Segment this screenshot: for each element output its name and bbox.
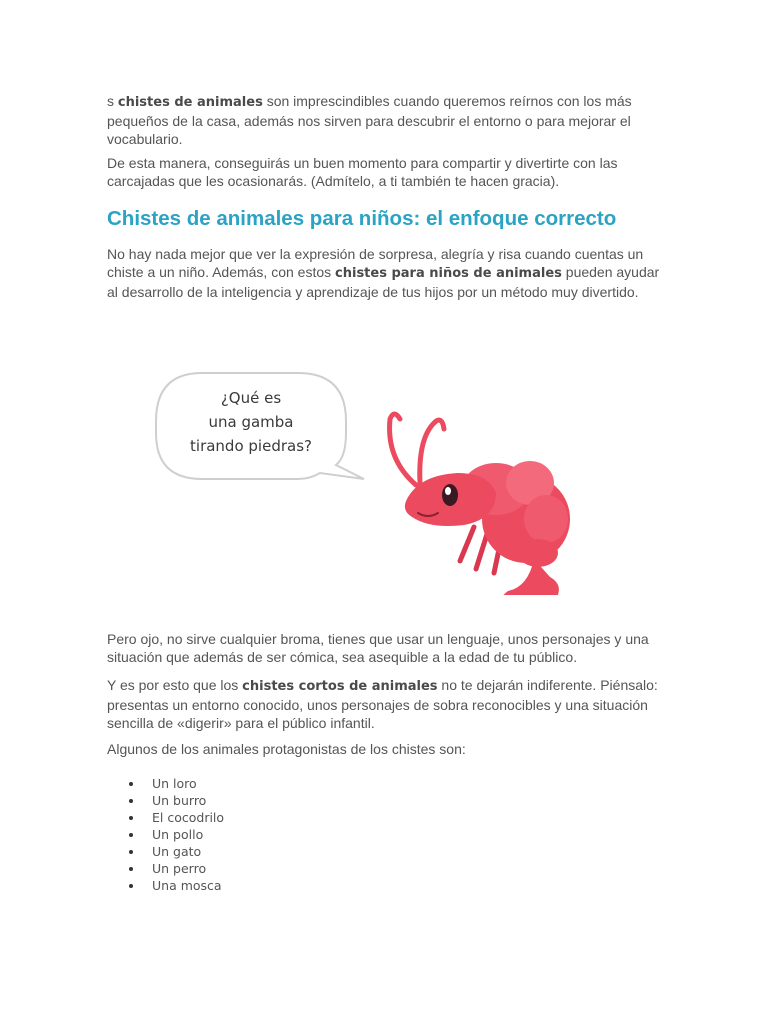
list-item: El cocodrilo <box>107 809 224 826</box>
list-item: Un loro <box>107 775 224 792</box>
list-item: Un perro <box>107 860 224 877</box>
bold-term: chistes de animales <box>117 95 263 110</box>
section-paragraph-3: Y es por esto que los chistes cortos de animales no te dejarán indiferente. Piénsalo: presentas un entorno conocido, unos personajes de sobra reconocibles y una situación sencilla de «digerir» para el público infantil. <box>107 677 658 731</box>
list-item: Un burro <box>107 792 224 809</box>
animals-list <box>107 775 224 894</box>
list-item: Un gato <box>107 843 224 860</box>
section-paragraph-4: Algunos de los animales protagonistas de los chistes son: <box>107 741 466 757</box>
bold-term: chistes cortos de animales <box>242 679 438 694</box>
list-item: Un pollo <box>107 826 224 843</box>
section-heading: Chistes de animales para niños: el enfoque correcto <box>107 207 617 230</box>
intro-paragraph-1: s chistes de animales son imprescindibles cuando queremos reírnos con los más pequeños de la casa, además nos sirven para descubrir el entorno o para mejorar el vocabulario. <box>107 93 632 147</box>
intro-paragraph-2: De esta manera, conseguirás un buen momento para compartir y divertirte con las carcajadas que les ocasionarás. (Admítelo, a ti también te hacen gracia). <box>107 155 618 189</box>
bold-term: chistes para niños de animales <box>335 266 562 281</box>
shrimp-icon <box>390 414 570 595</box>
speech-bubble-text: ¿Qué es una gamba tirando piedras? <box>190 389 312 455</box>
list-item: Una mosca <box>107 877 224 894</box>
section-paragraph-1: No hay nada mejor que ver la expresión de sorpresa, alegría y risa cuando cuentas un chiste a un niño. Además, con estos chistes para niños de animales pueden ayudar al desarrollo de la inteligencia y aprendizaje de tus hijos por un método muy divertido. <box>107 246 660 300</box>
section-paragraph-2: Pero ojo, no sirve cualquier broma, tienes que usar un lenguaje, unos personajes y una situación que además de ser cómica, sea asequible a la edad de tu público. <box>107 631 649 665</box>
